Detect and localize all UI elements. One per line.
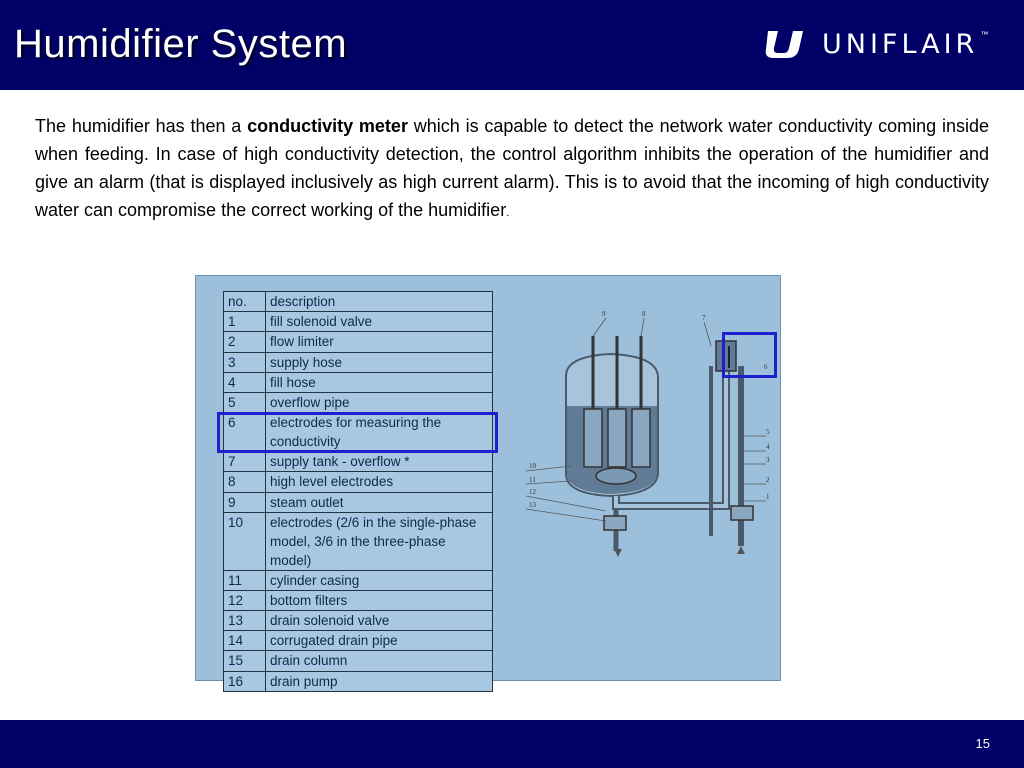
row-description: supply hose bbox=[266, 352, 493, 372]
para-end: . bbox=[506, 207, 510, 219]
row-description: electrodes for measuring the conductivity bbox=[266, 413, 493, 452]
row-number: 10 bbox=[224, 512, 266, 570]
row-number: 6 bbox=[224, 413, 266, 452]
row-description: high level electrodes bbox=[266, 472, 493, 492]
row-number: 9 bbox=[224, 492, 266, 512]
row-number: 7 bbox=[224, 452, 266, 472]
diagram-label-1: 1 bbox=[766, 493, 770, 501]
row-number: 8 bbox=[224, 472, 266, 492]
row-description: drain column bbox=[266, 651, 493, 671]
row-description: overflow pipe bbox=[266, 392, 493, 412]
row-number: 5 bbox=[224, 392, 266, 412]
row-description: bottom filters bbox=[266, 590, 493, 610]
logo-trademark: ™ bbox=[980, 29, 989, 39]
diagram-label-9: 9 bbox=[602, 310, 606, 318]
diagram-label-10: 10 bbox=[529, 462, 536, 470]
table-row bbox=[224, 570, 493, 590]
column-header-description: description bbox=[266, 292, 493, 312]
table-row bbox=[224, 651, 493, 671]
row-description: drain solenoid valve bbox=[266, 611, 493, 631]
table-row bbox=[224, 372, 493, 392]
table-row bbox=[224, 332, 493, 352]
row-description: supply tank - overflow * bbox=[266, 452, 493, 472]
table-row bbox=[224, 312, 493, 332]
slide-title: Humidifier System bbox=[14, 22, 348, 66]
table-header-row bbox=[224, 292, 493, 312]
row-number: 14 bbox=[224, 631, 266, 651]
humidifier-figure bbox=[195, 275, 781, 689]
row-description: electrodes (2/6 in the single-phase model, 3/6 in the three-phase model) bbox=[266, 512, 493, 570]
diagram-label-2: 2 bbox=[766, 476, 770, 484]
diagram-label-5: 5 bbox=[766, 428, 770, 436]
table-row bbox=[224, 611, 493, 631]
cylinder-illustration bbox=[566, 336, 658, 557]
table-row bbox=[224, 472, 493, 492]
table-row bbox=[224, 392, 493, 412]
row-number: 1 bbox=[224, 312, 266, 332]
para-bold-term: conductivity meter bbox=[247, 116, 408, 136]
uniflair-logo bbox=[762, 27, 988, 61]
row-number: 12 bbox=[224, 590, 266, 610]
table-row bbox=[224, 590, 493, 610]
table-row bbox=[224, 352, 493, 372]
row-description: corrugated drain pipe bbox=[266, 631, 493, 651]
diagram-label-11: 11 bbox=[529, 476, 536, 484]
diagram-label-13: 13 bbox=[529, 501, 536, 509]
footer-bar bbox=[0, 720, 1024, 768]
row-description: drain pump bbox=[266, 671, 493, 691]
table-row bbox=[224, 452, 493, 472]
page-number: 15 bbox=[975, 736, 990, 751]
component-table bbox=[223, 291, 493, 692]
table-row bbox=[224, 492, 493, 512]
diagram-label-3: 3 bbox=[766, 456, 770, 464]
row-description: fill hose bbox=[266, 372, 493, 392]
body-paragraph bbox=[35, 112, 989, 227]
row-number: 15 bbox=[224, 651, 266, 671]
uniflair-logo-mark-icon bbox=[762, 28, 814, 60]
row-number: 16 bbox=[224, 671, 266, 691]
logo-text: UNIFLAIR bbox=[822, 28, 979, 60]
row-description: flow limiter bbox=[266, 332, 493, 352]
table-row bbox=[224, 512, 493, 570]
row-number: 2 bbox=[224, 332, 266, 352]
row-description: steam outlet bbox=[266, 492, 493, 512]
header-bar bbox=[0, 0, 1024, 90]
diagram-highlight-box bbox=[722, 332, 777, 378]
diagram-label-4: 4 bbox=[766, 443, 770, 451]
table-row bbox=[224, 671, 493, 691]
row-number: 11 bbox=[224, 570, 266, 590]
diagram-label-12: 12 bbox=[529, 488, 536, 496]
para-text-1: The humidifier has then a bbox=[35, 116, 248, 136]
table-row bbox=[224, 631, 493, 651]
row-description: cylinder casing bbox=[266, 570, 493, 590]
row-number: 4 bbox=[224, 372, 266, 392]
row-description: fill solenoid valve bbox=[266, 312, 493, 332]
column-header-no: no. bbox=[224, 292, 266, 312]
para-text-2: which is capable to detect the network water conductivity coming inside when feeding. In case of high conductivity detection, the control algorithm inhibits the operation of the humidifier and give an alarm (that is displayed inclusively as high current alarm). This is to avoid that the incoming of high conductivity water can compromise the correct working of the humidifier bbox=[35, 116, 989, 220]
table-highlight-box bbox=[217, 412, 498, 453]
row-number: 3 bbox=[224, 352, 266, 372]
row-number: 13 bbox=[224, 611, 266, 631]
diagram-label-7: 7 bbox=[702, 314, 706, 322]
diagram-label-6: 6 bbox=[764, 363, 768, 371]
diagram-label-8: 8 bbox=[642, 310, 646, 318]
